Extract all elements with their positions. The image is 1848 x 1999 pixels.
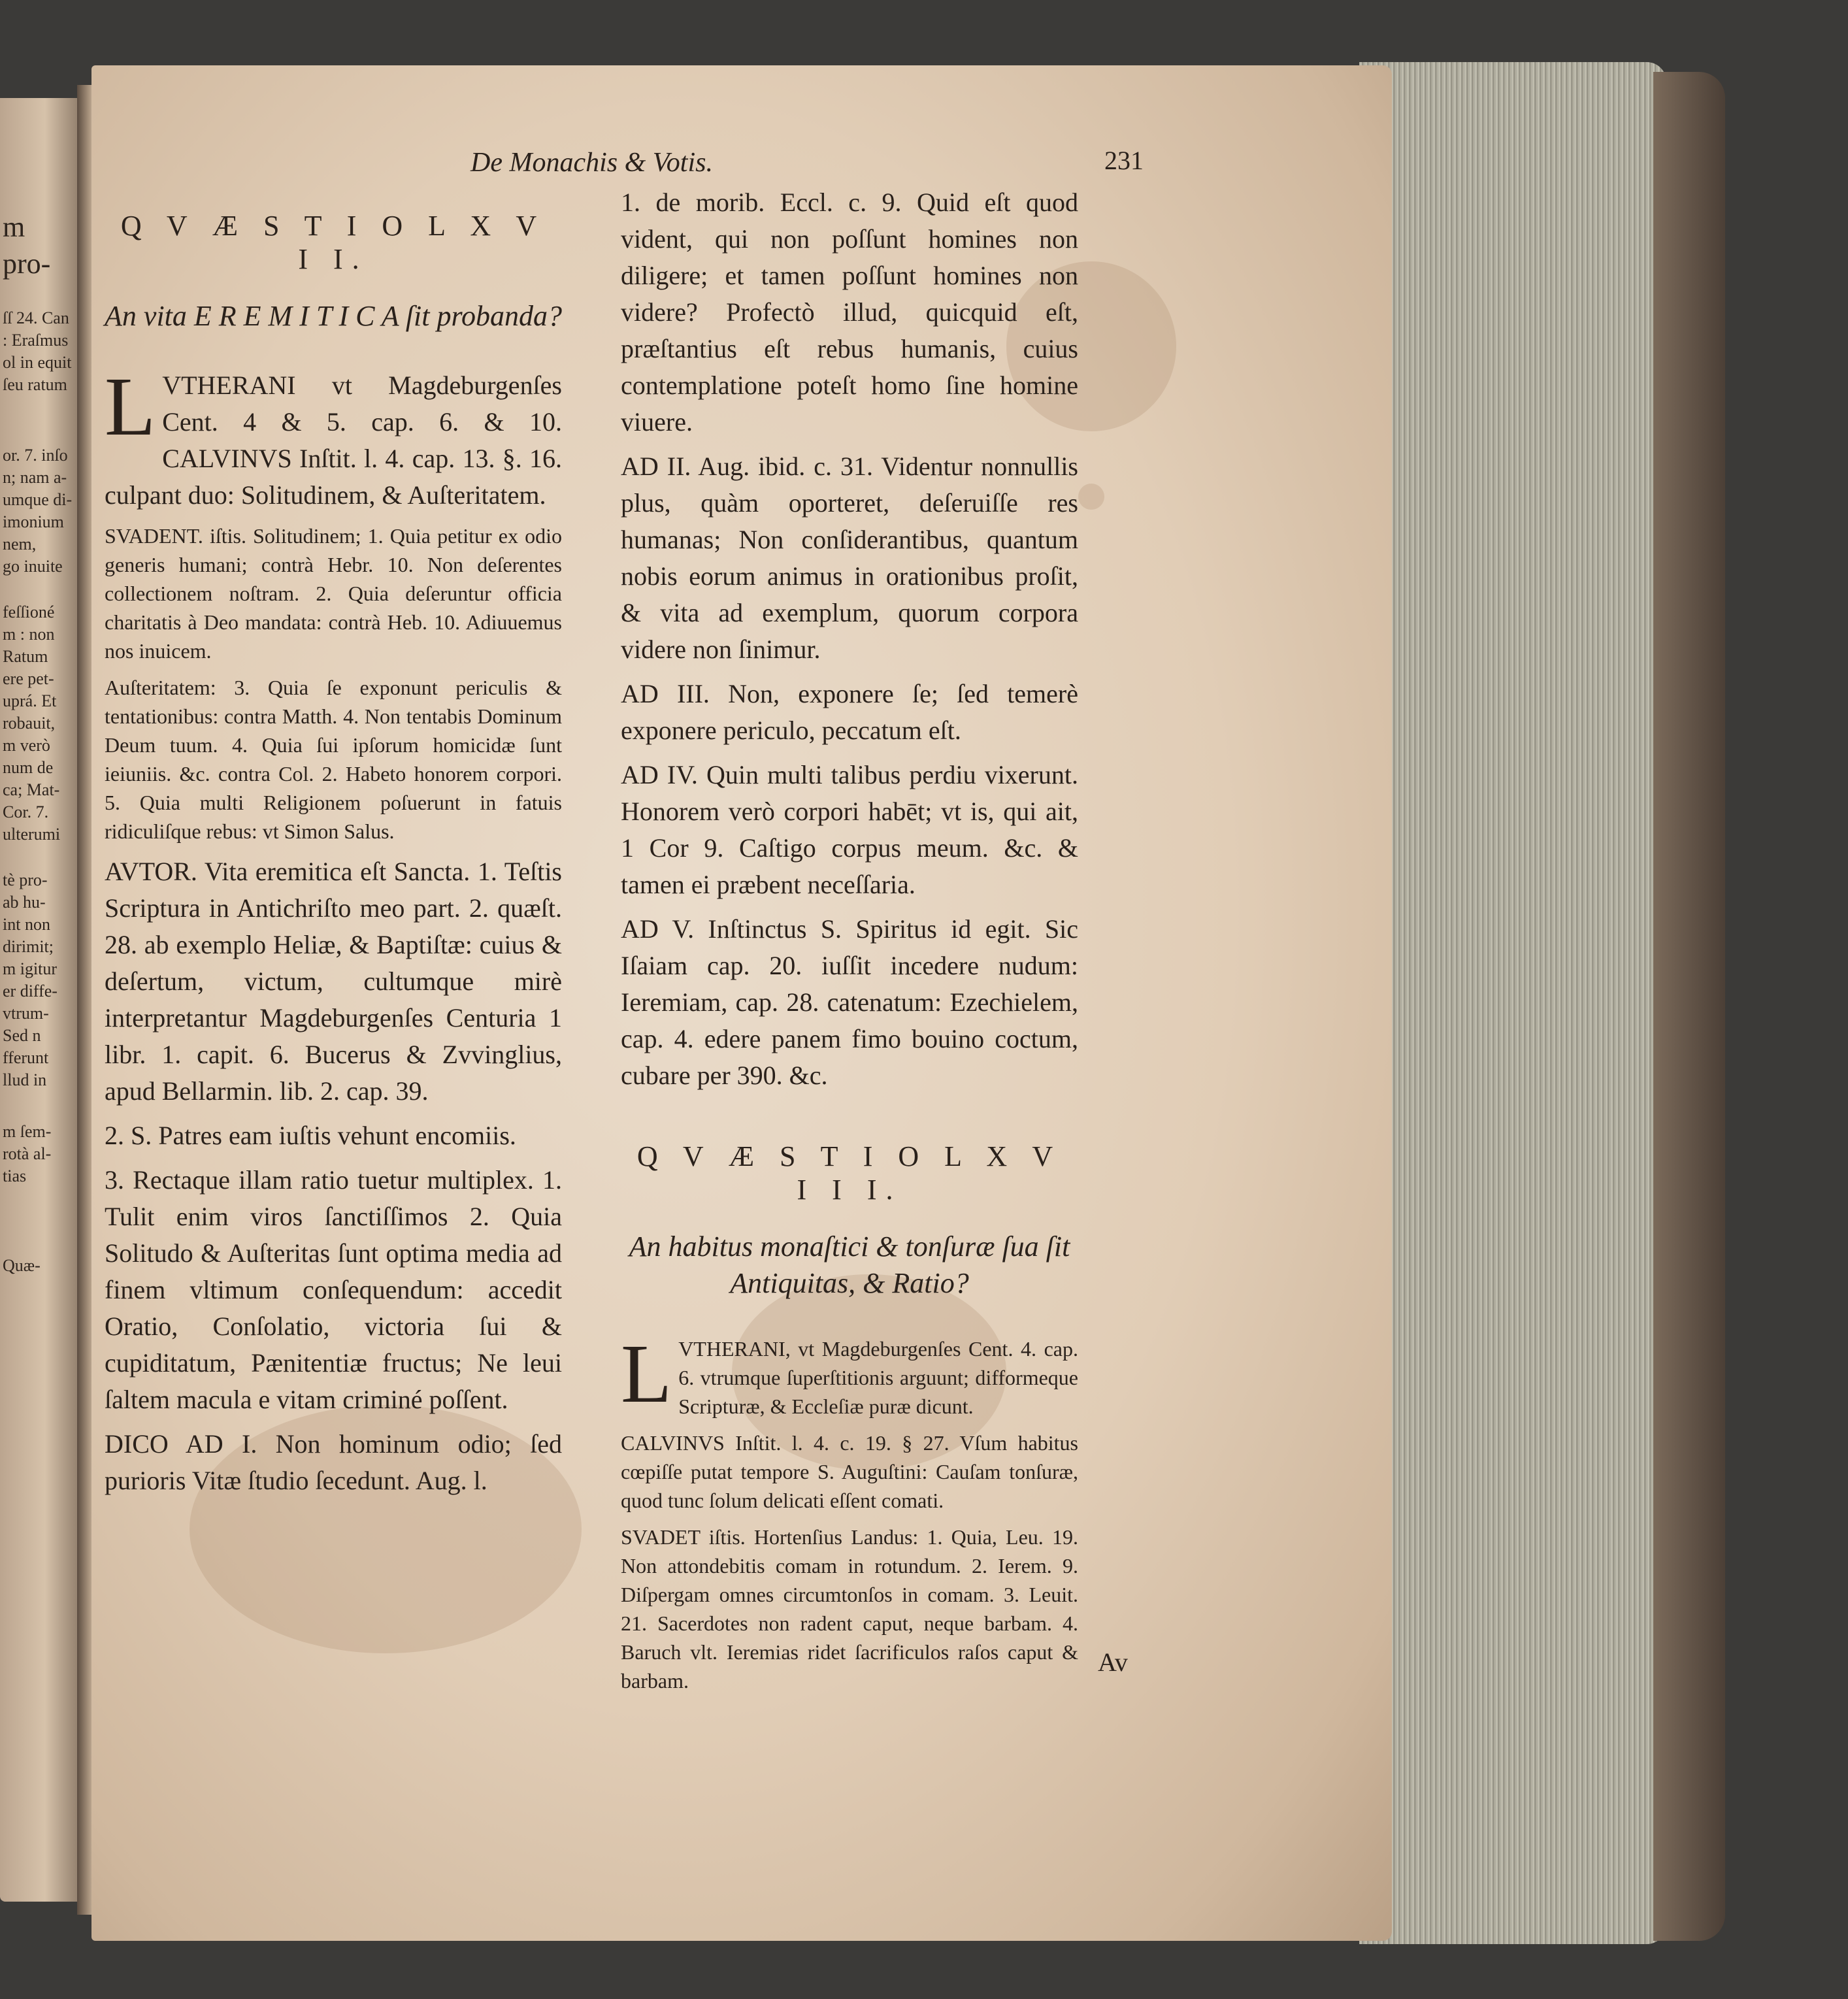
right-paragraph: AD V. Inſtinctus S. Spiritus id egit. Sic Iſaiam cap. 20. iuſſit incedere nudum: Ieremiam, cap. 28. catenatum: Ezechielem, cap. 4. edere panem fimo bouino coctum, cubare per 390. &c. <box>621 914 1078 1090</box>
left-paragraph: 2. S. Patres eam iuſtis vehunt encomiis. <box>105 1121 516 1150</box>
right-paragraph: CALVINVS Inſtit. l. 4. c. 19. § 27. Vſum habitus cœpiſſe putat tempore S. Auguſtini: Cauſam tonſuræ, quod tunc ſolum delicati eſſent comati. <box>621 1431 1078 1512</box>
catchword: Av <box>1098 1647 1128 1677</box>
page-block-edge <box>1359 62 1666 1944</box>
right-paragraph: AD II. Aug. ibid. c. 31. Videntur nonnullis plus, quàm oporteret, deſeruiſſe res humanas; Non conſiderantibus, quantum nobis eorum animus in orationibus proſit, & vita ad exemplum, quorum corpora videre non ſinimur. <box>621 452 1078 664</box>
question-subtitle: An vita E R E M I T I C A ſit probanda? <box>105 300 562 332</box>
left-page-fragment: m ſem- rotà al- tias <box>3 1122 52 1185</box>
question-subtitle-2: An habitus monaſtici & tonſuræ ſua ſit Antiquitas, & Ratio? <box>629 1231 1070 1299</box>
left-page-fragment: tè pro- ab hu- int non dirimit; m igitur er diffe- vtrum- Sed n fferunt llud in <box>3 870 58 1089</box>
book-cover-edge <box>1653 72 1725 1941</box>
right-paragraph: AD III. Non, exponere ſe; ſed temerè exponere periculo, peccatum eſt. <box>621 679 1078 745</box>
left-column <box>105 196 562 1507</box>
question-title: Q V Æ S T I O L X V I I. <box>120 210 546 275</box>
right-column <box>621 184 1078 1703</box>
right-paragraph: AD IV. Quin multi talibus perdiu vixerunt. Honorem verò corpori habēt; vt is, qui ait, 1 Cor 9. Caſtigo corpus meum. &c. & tamen ei præbent neceſſaria. <box>621 760 1078 899</box>
right-paragraph: 1. de morib. Eccl. c. 9. Quid eſt quod vident, qui non poſſunt homines non diligere; et tamen poſſunt homines non videre? Profectò illud, quicquid eſt, præſtantius eſt rebus humanis, cuius contemplatione poteſt homo ſine homine viuere. <box>621 188 1078 437</box>
left-page-edge <box>0 98 82 1902</box>
left-page-fragment: m pro- <box>3 211 51 280</box>
left-page-fragment: Quæ- <box>3 1256 41 1275</box>
left-page-fragment: or. 7. inſo n; nam a- umque di- imonium nem, go inuite <box>3 446 73 576</box>
left-paragraph: SVADENT. iſtis. Solitudinem; 1. Quia petitur ex odio generis humani; contrà Hebr. 10. Non deſerentes collectionem noſtram. 2. Quia deſeruntur officia charitatis à Deo mandata: contrà Heb. 10. Adiuuemus nos inuicem. <box>105 524 562 663</box>
right-column-body-bottom <box>621 1327 1078 1695</box>
left-column-body <box>105 360 562 1499</box>
left-page-fragment: ſſ 24. Can : Eraſmus ol in equit ſeu ratum <box>3 308 72 394</box>
left-page-fragment: feſſioné m : non Ratum ere pet- uprá. Et robauit, m verò num de ca; Mat- Cor. 7. ulterumi <box>3 603 61 844</box>
question-title-2: Q V Æ S T I O L X V I I I. <box>636 1140 1063 1206</box>
left-paragraph: Auſteritatem: 3. Quia ſe exponunt periculis & tentationibus: contra Matth. 4. Non tentabis Dominum Deum tuum. 4. Quia ſui ipſorum homicidæ ſunt ieiuniis. &c. contra Col. 2. Habeto honorem corpori. 5. Quia multi Religionem poſuerunt in fatuis ridiculiſque rebus: vt Simon Salus. <box>105 676 562 843</box>
right-paragraph: LVTHERANI, vt Magdeburgenſes Cent. 4. cap. 6. vtrumque ſuperſtitionis arguunt; difformeque Scripturæ, & Eccleſiæ puræ dicunt. <box>621 1327 1078 1420</box>
page-number: 231 <box>1104 146 1144 175</box>
running-head: De Monachis & Votis. <box>470 148 713 178</box>
left-paragraph: DICO AD I. Non hominum odio; ſed purioris Vitæ ſtudio ſecedunt. Aug. l. <box>105 1429 562 1495</box>
right-column-body-top <box>621 184 1078 1094</box>
right-paragraph: SVADET iſtis. Hortenſius Landus: 1. Quia, Leu. 19. Non attondebitis comam in rotundum. 2. Ierem. 9. Diſpergam omnes circumtonſos in comam. 3. Leuit. 21. Sacerdotes non radent caput, neque barbam. 4. Baruch vlt. Ieremias ridet ſacrificulos raſos caput & barbam. <box>621 1525 1078 1693</box>
left-paragraph: LVTHERANI vt Magdeburgenſes Cent. 4 & 5. cap. 6. & 10. CALVINVS Inſtit. l. 4. cap. 13. §. 16. culpant duo: Solitudinem, & Auſteritatem. <box>105 360 562 510</box>
left-paragraph: AVTOR. Vita eremitica eſt Sancta. 1. Teſtis Scriptura in Antichriſto meo part. 2. quæſt. 28. ab exemplo Heliæ, & Baptiſtæ: cuius & deſertum, victum, cultumque mirè interpretantur Magdeburgenſes Centuria 1 libr. 1. capit. 6. Bucerus & Zvvinglius, apud Bellarmin. lib. 2. cap. 39. <box>105 857 562 1106</box>
left-paragraph: 3. Rectaque illam ratio tuetur multiplex. 1. Tulit enim viros ſanctiſſimos 2. Quia Solitudo & Auſteritas ſunt optima media ad finem vltimum conſequendum: accedit Oratio, Conſolatio, victoria ſui & cupiditatum, Pænitentiæ fructus; Ne leui ſaltem macula e vitam criminé poſſent. <box>105 1165 562 1414</box>
